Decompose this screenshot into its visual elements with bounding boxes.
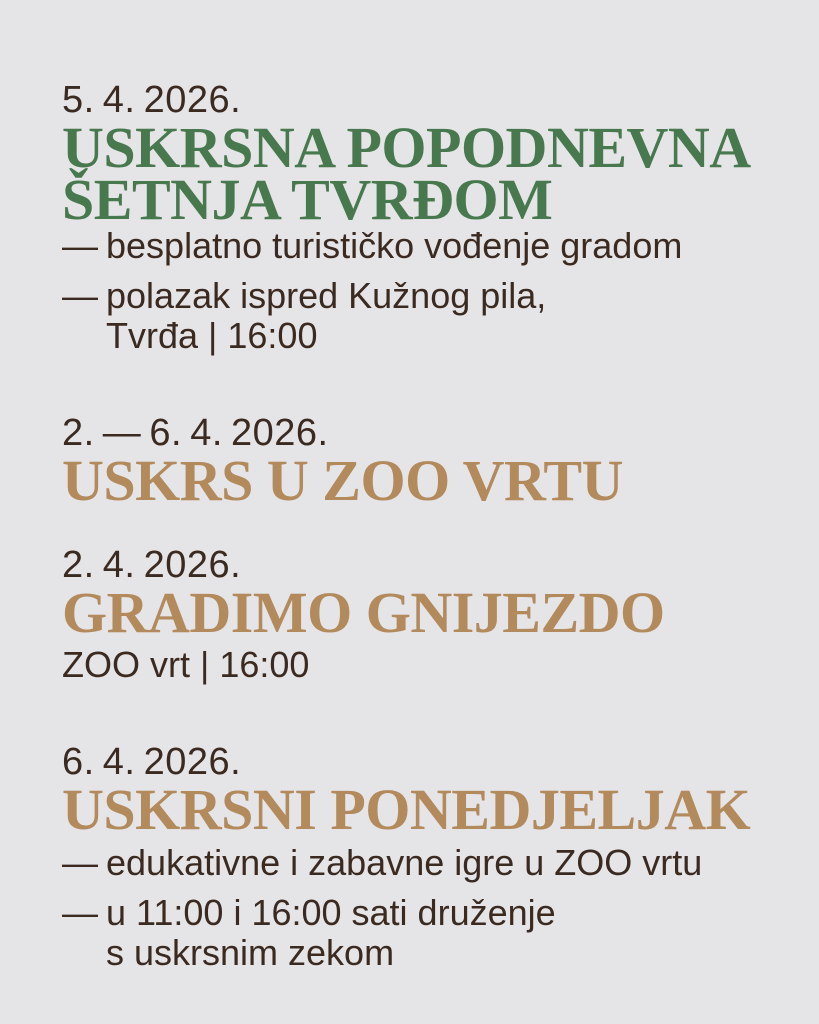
event-date: 5. 4. 2026. (62, 79, 242, 121)
title-line: ŠETNJA TVRĐOM (62, 167, 553, 232)
event-section-easter-monday (62, 740, 791, 973)
detail-lines (106, 276, 791, 356)
em-dash-icon: — (62, 892, 98, 933)
detail-item (62, 276, 791, 356)
event-title (62, 448, 791, 513)
title-line: GRADIMO GNIJEZDO (62, 580, 665, 645)
detail-item (62, 843, 791, 883)
event-date: 2. 4. 2026. (62, 544, 242, 586)
detail-line: edukativne i zabavne igre u ZOO vrtu (106, 842, 703, 883)
event-date: 6. 4. 2026. (62, 741, 242, 783)
event-section-nest-building (62, 543, 791, 685)
event-title (62, 580, 791, 645)
detail-lines (106, 893, 791, 973)
event-title (62, 115, 791, 232)
title-line: USKRSNI PONEDJELJAK (62, 777, 751, 842)
detail-list (62, 843, 791, 973)
detail-list (62, 226, 791, 356)
event-title (62, 777, 791, 842)
event-section-easter-zoo (62, 411, 791, 513)
detail-item (62, 893, 791, 973)
detail-lines (106, 226, 791, 266)
detail-line: Tvrđa | 16:00 (106, 315, 318, 356)
event-section-easter-walk (62, 78, 791, 356)
event-date: 2. — 6. 4. 2026. (62, 412, 329, 454)
title-line: USKRSNA POPODNEVNA (62, 115, 751, 180)
em-dash-icon: — (62, 225, 98, 266)
detail-line: polazak ispred Kužnog pila, (106, 275, 547, 316)
detail-lines (106, 843, 791, 883)
detail-line: besplatno turističko vođenje gradom (106, 225, 683, 266)
title-line: USKRS U ZOO VRTU (62, 448, 623, 513)
em-dash-icon: — (62, 842, 98, 883)
detail-line: ZOO vrt | 16:00 (62, 644, 310, 685)
detail-item (62, 226, 791, 266)
detail-line: u 11:00 i 16:00 sati druženje (106, 892, 556, 933)
em-dash-icon: — (62, 275, 98, 316)
detail-line: s uskrsnim zekom (106, 932, 395, 973)
